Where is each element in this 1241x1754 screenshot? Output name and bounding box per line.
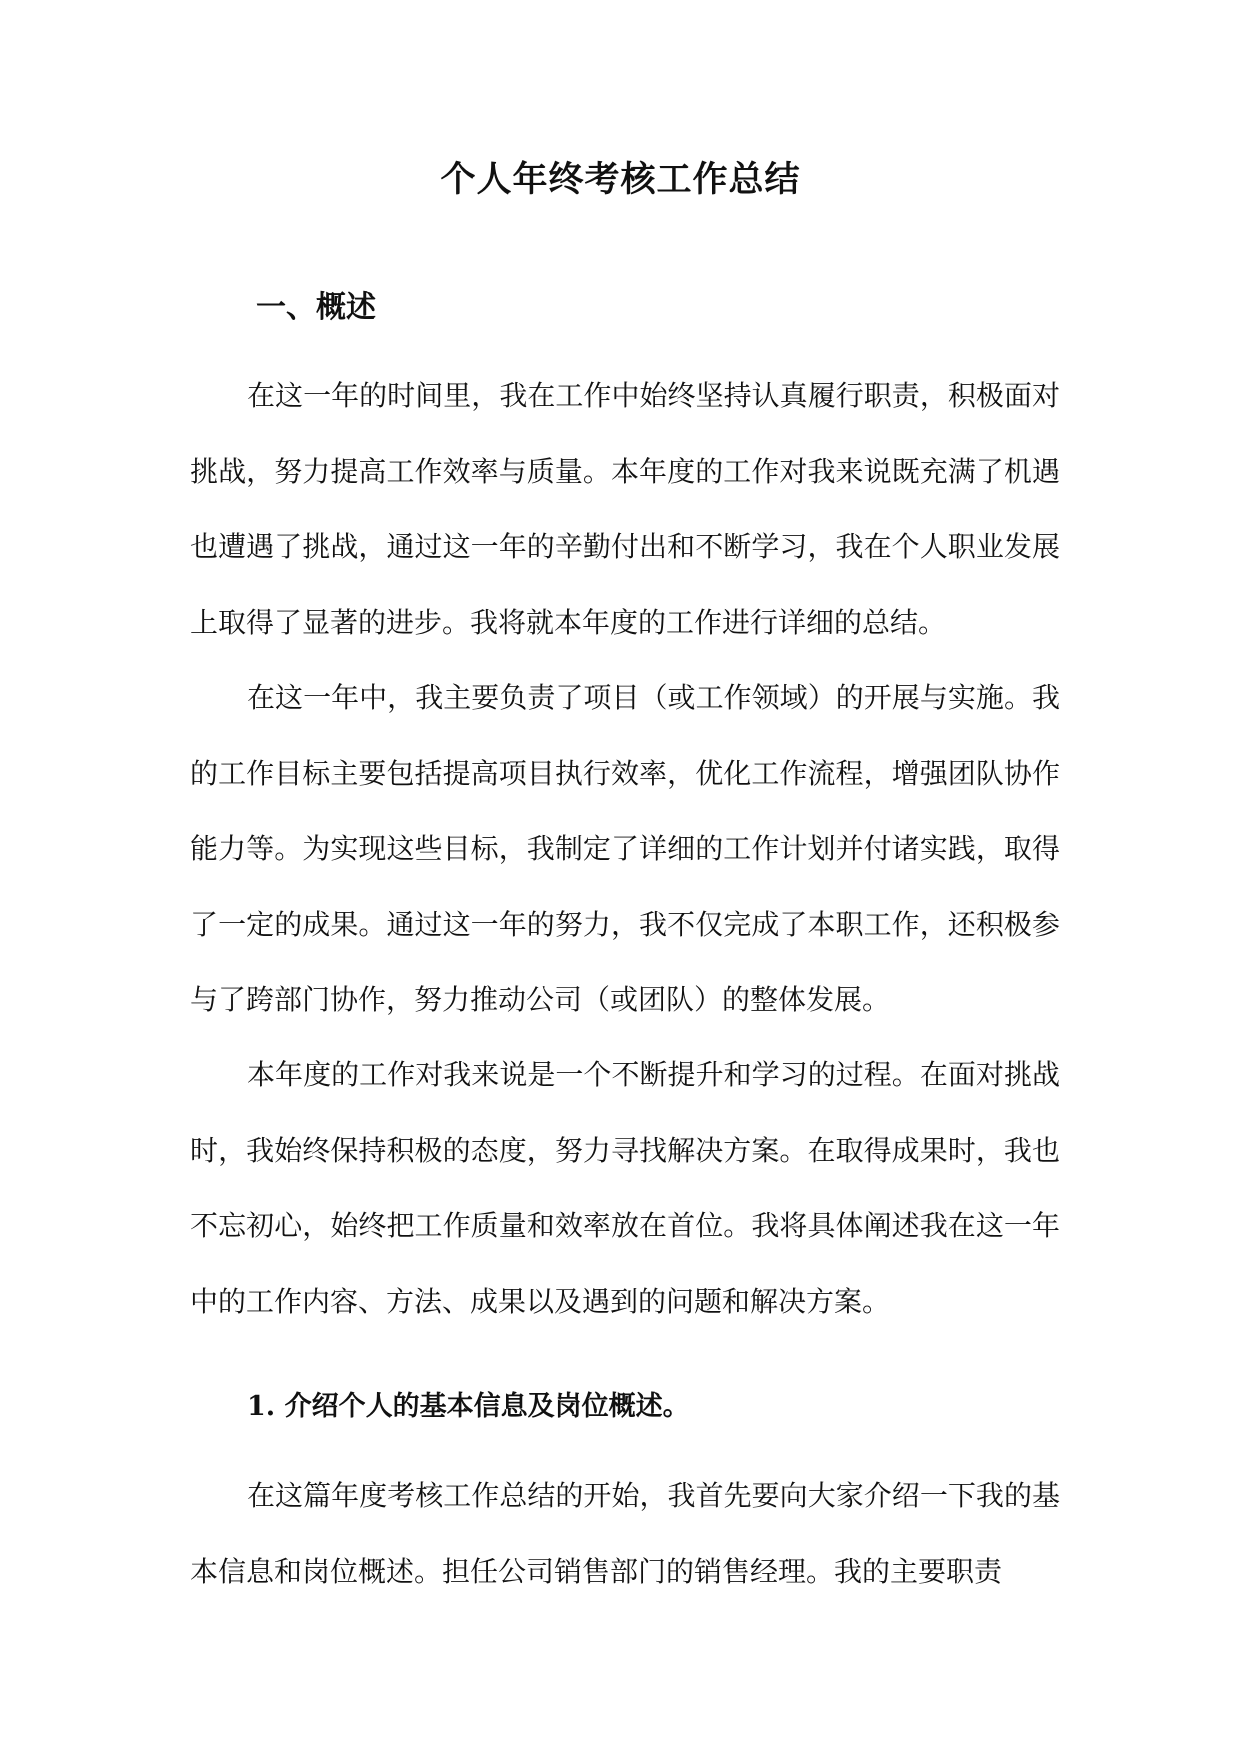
document-title: 个人年终考核工作总结 [440, 159, 801, 200]
personal-info-paragraph: 在这篇年度考核工作总结的开始，我首先要向大家介绍一下我的基本信息和岗位概述。担任公司销售部门的销售经理。我的主要职责 [190, 1479, 1060, 1588]
overview-paragraph-2: 在这一年中，我主要负责了项目（或工作领域）的开展与实施。我的工作目标主要包括提高项目执行效率，优化工作流程，增强团队协作能力等。为实现这些目标，我制定了详细的工作计划并付诸实践，取得了一定的成果。通过这一年的努力，我不仅完成了本职工作，还积极参与了跨部门协作，努力推动公司（或团队）的整体发展。 [190, 681, 1060, 1016]
section-heading-overview: 一、概述 [256, 290, 376, 325]
subsection-heading-personal-info: 1. 介绍个人的基本信息及岗位概述。 [247, 1391, 690, 1422]
overview-paragraph-1: 在这一年的时间里，我在工作中始终坚持认真履行职责，积极面对挑战，努力提高工作效率与质量。本年度的工作对我来说既充满了机遇也遭遇了挑战，通过这一年的辛勤付出和不断学习，我在个人职业发展上取得了显著的进步。我将就本年度的工作进行详细的总结。 [190, 379, 1060, 639]
overview-paragraph-3: 本年度的工作对我来说是一个不断提升和学习的过程。在面对挑战时，我始终保持积极的态度，努力寻找解决方案。在取得成果时，我也不忘初心，始终把工作质量和效率放在首位。我将具体阐述我在这一年中的工作内容、方法、成果以及遇到的问题和解决方案。 [190, 1058, 1060, 1318]
